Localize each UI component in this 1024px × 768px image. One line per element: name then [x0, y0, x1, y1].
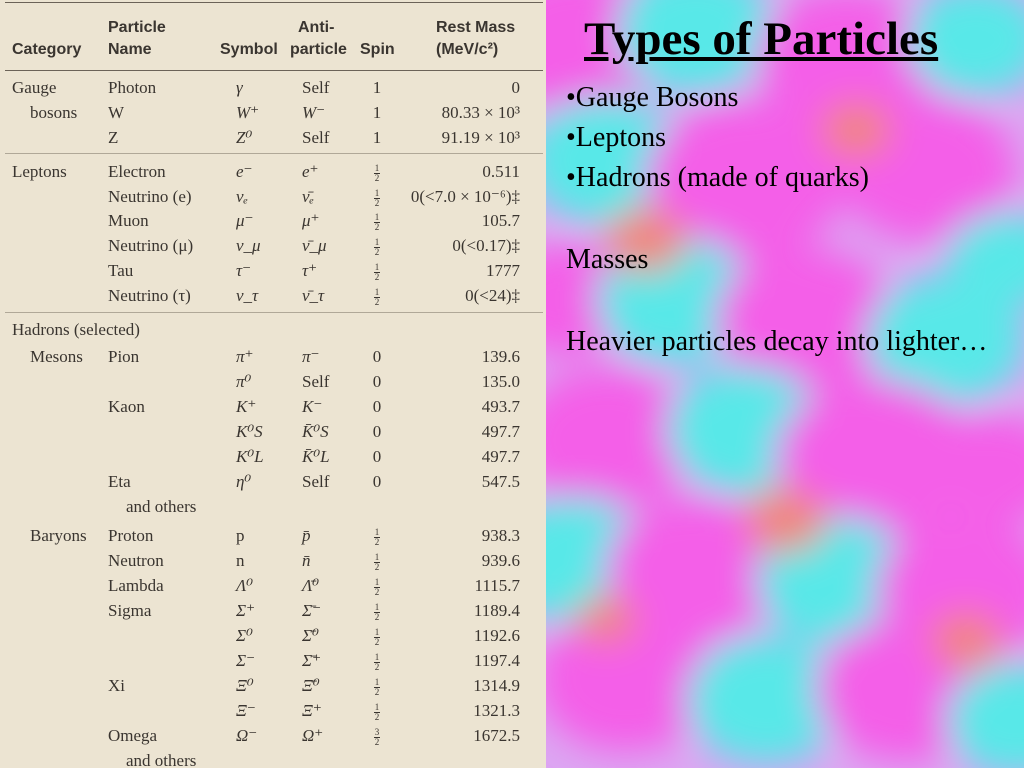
row-symbol: νₑ — [236, 187, 249, 206]
row-particle-name: Tau — [108, 261, 134, 280]
section-rule — [5, 153, 543, 154]
row-antiparticle: p̄ — [302, 526, 311, 545]
row-particle-name: Neutrino (τ) — [108, 286, 191, 305]
row-antiparticle: μ⁺ — [302, 211, 320, 230]
row-particle-name: Electron — [108, 162, 166, 181]
table-row — [0, 259, 546, 283]
row-spin: $\frac{1}{2}$ — [374, 162, 380, 183]
row-spin: 1 — [372, 78, 382, 97]
row-spin: $\frac{1}{2}$ — [374, 576, 380, 597]
row-rest-mass: 1197.4 — [473, 651, 520, 670]
row-antiparticle: K⁻ — [302, 397, 323, 416]
table-row — [0, 524, 546, 548]
row-antiparticle: Self — [302, 372, 330, 391]
row-symbol: τ⁻ — [236, 261, 252, 280]
row-antiparticle: Ξ⁺ — [302, 701, 322, 720]
row-symbol: K⁰L — [236, 447, 264, 466]
row-antiparticle: n̄ — [302, 551, 311, 570]
row-spin: $\frac{1}{2}$ — [374, 701, 380, 722]
row-rest-mass: 0.511 — [482, 162, 520, 181]
row-antiparticle: Self — [302, 472, 330, 491]
row-spin: $\frac{1}{2}$ — [374, 551, 380, 572]
bullet-leptons: •Leptons — [566, 122, 667, 153]
row-category: Gauge — [12, 78, 57, 97]
row-symbol: Ω⁻ — [236, 726, 258, 745]
row-spin: $\frac{1}{2}$ — [374, 286, 380, 307]
table-row — [0, 318, 546, 342]
row-symbol: Ξ⁰ — [236, 676, 254, 695]
table-row — [0, 674, 546, 698]
header-anti: Anti- — [298, 19, 335, 36]
row-symbol: Σ⁻ — [236, 651, 256, 670]
row-spin: 1 — [372, 103, 382, 122]
row-symbol: Σ⁺ — [236, 601, 256, 620]
row-spin: $\frac{1}{2}$ — [374, 626, 380, 647]
row-rest-mass: 91.19 × 10³ — [441, 128, 520, 147]
table-row — [0, 624, 546, 648]
row-spin: $\frac{1}{2}$ — [374, 601, 380, 622]
row-category: bosons — [30, 103, 78, 122]
row-symbol: ν_μ — [236, 236, 261, 255]
row-spin: 0 — [372, 347, 382, 366]
row-symbol: Σ⁰ — [236, 626, 253, 645]
row-antiparticle: Λ̄⁰ — [302, 576, 320, 595]
row-antiparticle: Self — [302, 78, 330, 97]
table-row — [0, 160, 546, 184]
row-symbol: γ — [236, 78, 243, 97]
row-particle-name: Z — [108, 128, 119, 147]
row-symbol: π⁺ — [236, 347, 254, 366]
row-particle-name: Eta — [108, 472, 131, 491]
row-particle-name: W — [108, 103, 125, 122]
table-row — [0, 345, 546, 369]
row-particle-name: Neutrino (e) — [108, 187, 192, 206]
table-row — [0, 234, 546, 258]
row-particle-name: Sigma — [108, 601, 152, 620]
row-antiparticle: Ξ̄⁰ — [302, 676, 320, 695]
row-particle-name: Muon — [108, 211, 149, 230]
row-rest-mass: 135.0 — [481, 372, 520, 391]
table-row — [0, 76, 546, 100]
row-particle-name: Lambda — [108, 576, 164, 595]
table-row — [0, 185, 546, 209]
row-antiparticle: W⁻ — [302, 103, 326, 122]
table-row — [0, 445, 546, 469]
bullet-hadrons: •Hadrons (made of quarks) — [566, 162, 869, 193]
table-row — [0, 284, 546, 308]
row-rest-mass: 1192.6 — [473, 626, 520, 645]
row-particle-name: Photon — [108, 78, 157, 97]
row-spin: 0 — [372, 397, 382, 416]
row-symbol: K⁰S — [236, 422, 263, 441]
bullet-list — [566, 78, 869, 198]
row-symbol: η⁰ — [236, 472, 252, 491]
row-particle-name: Xi — [108, 676, 125, 695]
table-row — [0, 420, 546, 444]
row-category: Leptons — [12, 162, 67, 181]
row-particle-name: Neutron — [108, 551, 164, 570]
row-symbol: e⁻ — [236, 162, 253, 181]
row-spin: $\frac{1}{2}$ — [374, 676, 380, 697]
row-symbol: π⁰ — [236, 372, 252, 391]
row-spin: $\frac{1}{2}$ — [374, 236, 380, 257]
row-symbol: ν_τ — [236, 286, 259, 305]
row-particle-name: Kaon — [108, 397, 145, 416]
row-particle-name: and others — [126, 497, 197, 516]
table-row — [0, 599, 546, 623]
row-symbol: n — [236, 551, 245, 570]
masses-text: Masses — [566, 244, 649, 275]
row-symbol: K⁺ — [236, 397, 257, 416]
row-rest-mass: 80.33 × 10³ — [441, 103, 520, 122]
header-rest-mass: Rest Mass — [436, 19, 516, 36]
row-particle-name: Omega — [108, 726, 158, 745]
row-rest-mass: 497.7 — [481, 422, 520, 441]
table-row — [0, 370, 546, 394]
slide-panel — [546, 0, 1024, 768]
table-row — [0, 724, 546, 748]
row-particle-name: and others — [126, 751, 197, 768]
row-antiparticle: Self — [302, 128, 330, 147]
table-row — [0, 101, 546, 125]
table-top-rule — [5, 2, 543, 3]
row-spin: 0 — [372, 422, 382, 441]
row-antiparticle: ν̄ₑ — [302, 187, 315, 206]
row-symbol: p — [236, 526, 245, 545]
table-row — [0, 470, 546, 494]
row-spin: 0 — [372, 472, 382, 491]
row-particle-name: Proton — [108, 526, 154, 545]
table-row — [0, 699, 546, 723]
row-category: Baryons — [30, 526, 87, 545]
row-rest-mass: 547.5 — [481, 472, 520, 491]
row-spin: $\frac{1}{2}$ — [374, 651, 380, 672]
row-spin: 0 — [372, 372, 382, 391]
row-rest-mass: 105.7 — [481, 211, 520, 230]
row-antiparticle: Ω⁺ — [302, 726, 324, 745]
table-row — [0, 126, 546, 150]
bullet-gauge-bosons: •Gauge Bosons — [566, 82, 739, 113]
row-particle-name: Pion — [108, 347, 140, 366]
header-name: Name — [108, 41, 152, 58]
row-antiparticle: K̄⁰L — [302, 447, 330, 466]
table-row — [0, 395, 546, 419]
row-category: Mesons — [30, 347, 83, 366]
row-rest-mass: 1115.7 — [474, 576, 520, 595]
row-symbol: W⁺ — [236, 103, 260, 122]
row-rest-mass: 1321.3 — [473, 701, 520, 720]
row-antiparticle: ν̄_τ — [302, 286, 325, 305]
row-antiparticle: Σ̄⁰ — [302, 626, 319, 645]
header-spin: Spin — [360, 41, 395, 58]
row-antiparticle: Σ̄⁺ — [302, 651, 322, 670]
row-spin: $\frac{1}{2}$ — [374, 261, 380, 282]
header-rule — [5, 70, 543, 71]
row-antiparticle: Σ̄⁻ — [302, 601, 322, 620]
row-antiparticle: τ⁺ — [302, 261, 318, 280]
header-units: (MeV/c²) — [436, 41, 499, 58]
row-rest-mass: 1672.5 — [473, 726, 520, 745]
row-rest-mass: 1777 — [486, 261, 520, 280]
row-rest-mass: 0(<0.17)‡ — [452, 236, 520, 255]
row-antiparticle: ν̄_μ — [302, 236, 327, 255]
row-spin: $\frac{3}{2}$ — [374, 726, 380, 747]
row-category: Hadrons (selected) — [12, 320, 140, 339]
header-particle: Particle — [108, 19, 166, 36]
slide-title: Types of Particles — [584, 13, 939, 65]
row-rest-mass: 1189.4 — [473, 601, 520, 620]
row-antiparticle: e⁺ — [302, 162, 319, 181]
row-symbol: Ξ⁻ — [236, 701, 256, 720]
row-rest-mass: 0(<24)‡ — [465, 286, 520, 305]
row-rest-mass: 493.7 — [481, 397, 520, 416]
row-spin: 0 — [372, 447, 382, 466]
row-spin: $\frac{1}{2}$ — [374, 211, 380, 232]
row-spin: $\frac{1}{2}$ — [374, 526, 380, 547]
row-antiparticle: K̄⁰S — [302, 422, 329, 441]
section-rule — [5, 312, 543, 313]
table-row — [0, 649, 546, 673]
row-rest-mass: 938.3 — [481, 526, 520, 545]
row-rest-mass: 0 — [511, 78, 520, 97]
table-row — [0, 749, 546, 768]
header-category: Category — [12, 41, 82, 58]
table-row — [0, 495, 546, 519]
row-particle-name: Neutrino (μ) — [108, 236, 194, 255]
row-symbol: μ⁻ — [236, 211, 254, 230]
row-rest-mass: 497.7 — [481, 447, 520, 466]
row-spin: 1 — [372, 128, 382, 147]
row-antiparticle: π⁻ — [302, 347, 320, 366]
header-particle-2: particle — [290, 41, 347, 58]
table-row — [0, 574, 546, 598]
row-rest-mass: 0(<7.0 × 10⁻⁶)‡ — [410, 187, 520, 206]
header-symbol: Symbol — [220, 41, 278, 58]
row-symbol: Z⁰ — [236, 128, 253, 147]
row-rest-mass: 139.6 — [481, 347, 520, 366]
decay-text: Heavier particles decay into lighter… — [566, 326, 988, 357]
table-row — [0, 549, 546, 573]
table-row — [0, 209, 546, 233]
row-spin: $\frac{1}{2}$ — [374, 187, 380, 208]
row-rest-mass: 1314.9 — [473, 676, 520, 695]
row-symbol: Λ⁰ — [236, 576, 254, 595]
row-rest-mass: 939.6 — [481, 551, 520, 570]
